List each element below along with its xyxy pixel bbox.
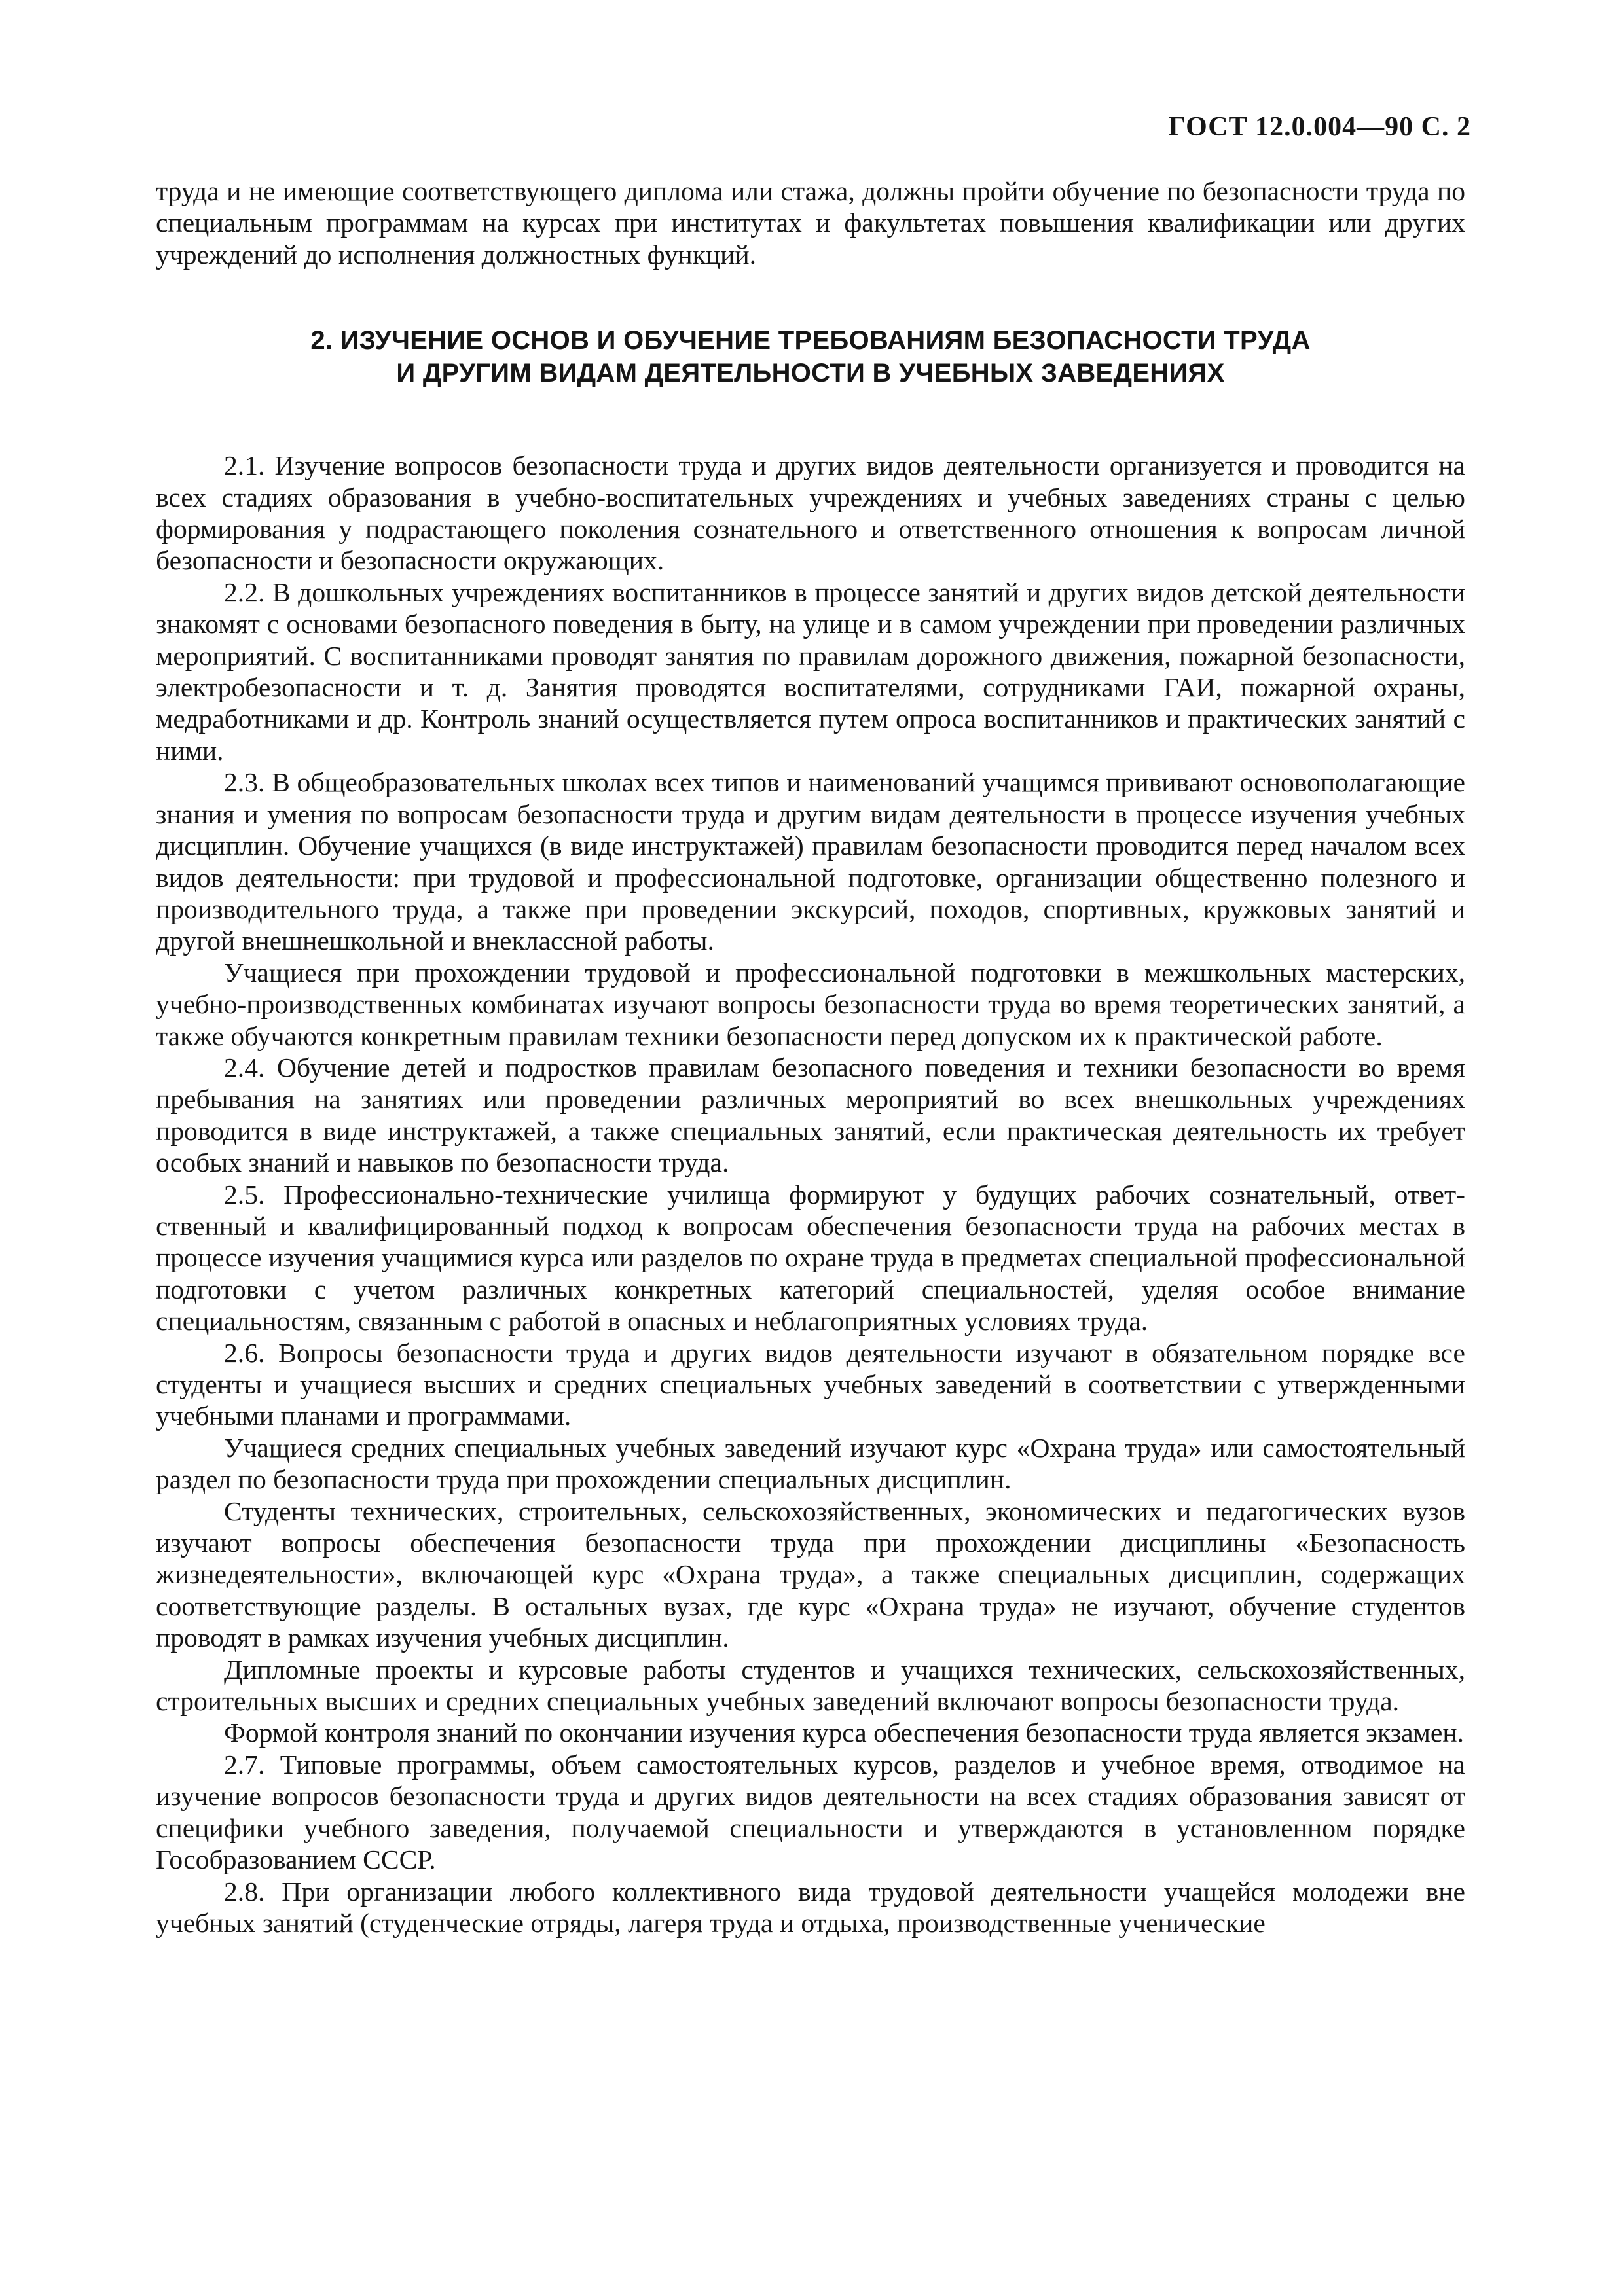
section-title bbox=[156, 324, 1465, 389]
paragraph-continuation: труда и не имеющие соответствующего диплома или стажа, должны пройти обучение по безопасности труда по специальным программам на курсах при институтах и факультетах повышения квалификации или других учреждений до исполнения должностных функций. bbox=[156, 176, 1465, 270]
section-title-line-2: И ДРУГИМ ВИДАМ ДЕЯТЕЛЬНОСТИ В УЧЕБНЫХ ЗАВЕДЕНИЯХ bbox=[396, 359, 1225, 388]
paragraph-2-3-cont: Учащиеся при прохождении трудовой и профессиональной подготовки в межшкольных мастерских, учебно-производственных комбинатах изучают вопросы безопасности труда во время теоретических занятий, а также обучаются конкретным правилам техники безопасности перед допуском их к практической работе. bbox=[156, 957, 1465, 1051]
paragraph-2-6: 2.6. Вопросы безопасности труда и других видов деятельности изучают в обязательном порядке все студенты и учащиеся высших и средних специальных учебных заведений в соответствии с утвержденными учебными планами и программами. bbox=[156, 1337, 1465, 1431]
paragraph-2-6-cont-4: Формой контроля знаний по окончании изучения курса обеспечения безопасности труда является экзамен. bbox=[224, 1717, 1464, 1748]
paragraph-2-5: 2.5. Профессионально-технические училища формируют у будущих рабочих сознательный, ответственный и квалифицированный подход к вопросам обеспечения безопасности труда на рабочих местах в процессе изучения учащимися курса или разделов по охране труда в предметах специальной профессиональной подготовки с учетом различных конкретных категорий специальностей, уделяя особое внимание специальностям, связанным с работой в опасных и неблагоприятных условиях труда. bbox=[156, 1179, 1465, 1336]
section-title-line-1: 2. ИЗУЧЕНИЕ ОСНОВ И ОБУЧЕНИЕ ТРЕБОВАНИЯМ БЕЗОПАСНОСТИ ТРУДА bbox=[310, 326, 1311, 355]
paragraph-2-6-cont-3: Дипломные проекты и курсовые работы студентов и учащихся технических, сельскохозяйственных, строительных высших и средних специальных учебных заведений включают вопросы безопасности труда. bbox=[156, 1654, 1465, 1717]
page-header: ГОСТ 12.0.004—90 С. 2 bbox=[1168, 112, 1471, 142]
paragraph-2-2: 2.2. В дошкольных учреждениях воспитанников в процессе занятий и других видов детской деятельности знакомят с основами безопасного поведения в быту, на улице и в самом учреждении при проведении различных мероприятий. С воспитанниками проводят занятия по правилам дорожного движения, пожарной безопасности, электробезопасности и т. д. Занятия проводятся воспитателями, сотрудниками ГАИ, пожарной охраны, медработниками и др. Контроль знаний осуществляется путем опроса воспитанников и практических занятий с ними. bbox=[156, 577, 1465, 766]
document-body bbox=[156, 175, 1465, 1939]
paragraph-2-7: 2.7. Типовые программы, объем самостоятельных курсов, разделов и учебное время, отводимое на изучение вопросов безопасности труда и других видов деятельности на всех стадиях образования зависят от специфики учебного заведения, получаемой специальности и утверждаются в установленном порядке Гособразованием СССР. bbox=[156, 1749, 1465, 1875]
paragraph-2-4: 2.4. Обучение детей и подростков правилам безопасного поведения и техники безопасности во время пребывания на занятиях или проведении различных мероприятий во всех внешкольных учреждениях проводится в виде инструктажей, а также специальных занятий, если практическая деятельность их требует особых знаний и навыков по безопасности труда. bbox=[156, 1052, 1465, 1178]
paragraph-2-6-cont-1: Учащиеся средних специальных учебных заведений изучают курс «Охрана труда» или самостоятельный раздел по безопасности труда при прохождении специальных дисциплин. bbox=[156, 1432, 1465, 1495]
paragraph-2-8: 2.8. При организации любого коллективного вида трудовой деятельности учащейся молодежи вне учебных занятий (студенческие отряды, лагеря труда и отдыха, производственные ученические bbox=[156, 1876, 1465, 1938]
paragraph-2-1: 2.1. Изучение вопросов безопасности труда и других видов деятельности организуется и проводится на всех стадиях образования в учебно-воспитательных учреждениях и учебных заведениях страны с целью формирования у подрастающего поколения сознательного и ответственного отношения к вопросам личной безопасности и безопасности окружающих. bbox=[156, 450, 1465, 576]
paragraph-2-6-cont-2: Студенты технических, строительных, сельскохозяйственных, экономических и педагогических вузов изучают вопросы обеспечения безопасности труда при прохождении дисциплины «Безопасность жизнедеятельности», включающей курс «Охрана труда», а также специальных дисциплин, содержащих соответствующие разделы. В остальных вузах, где курс «Охрана труда» не изучают, обучение студентов проводят в рамках изучения учебных дисциплин. bbox=[156, 1496, 1465, 1653]
paragraph-2-3: 2.3. В общеобразовательных школах всех типов и наименований учащимся прививают основополагающие знания и умения по вопросам безопасности труда и другим видам деятельности в процессе изучения учебных дисциплин. Обучение учащихся (в виде инструктажей) правилам безопасности проводится перед началом всех видов деятельности: при трудовой и профессиональной подготовке, организации общественно полезного и производительного труда, а также при проведении экскурсий, походов, спортивных, кружковых занятий и другой внешнешкольной и внеклассной работы. bbox=[156, 767, 1465, 956]
